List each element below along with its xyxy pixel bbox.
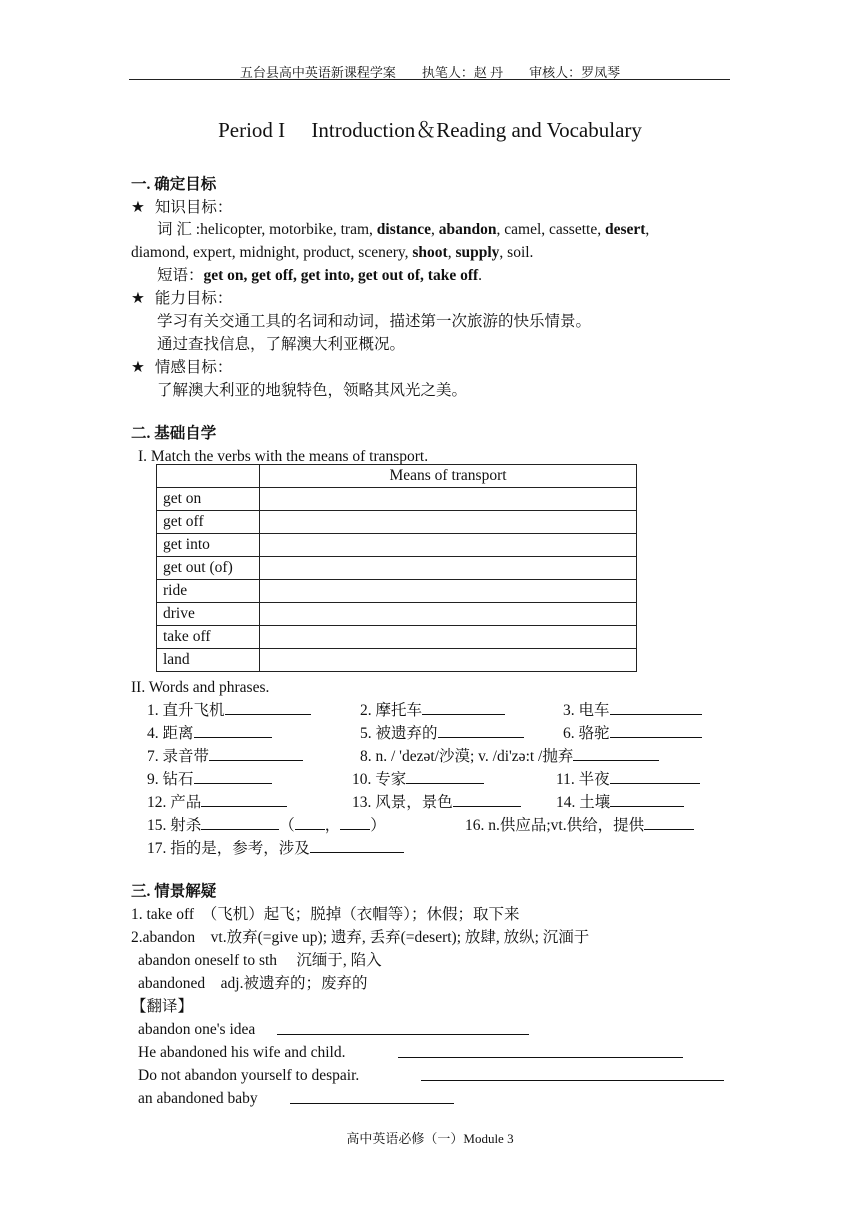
word-prompt: 17. 指的是，参考，涉及 — [147, 840, 310, 857]
verb-cell: land — [157, 649, 260, 672]
phrase-line — [157, 264, 482, 287]
translate-prompt: abandon one's idea — [138, 1021, 256, 1038]
verb-cell: ride — [157, 580, 260, 603]
word-item-11 — [556, 768, 700, 791]
word-item-16 — [465, 814, 694, 837]
section-2-heading: 二. 基础自学 — [131, 425, 217, 442]
answer-blank[interactable] — [310, 838, 404, 853]
vocab-bold-word: distance — [376, 221, 432, 238]
answer-cell[interactable] — [260, 511, 637, 534]
vocab-prefix: 词 汇 : — [157, 221, 201, 238]
answer-blank[interactable] — [194, 723, 272, 738]
table-header-cell: Means of transport — [260, 465, 637, 488]
table-row — [157, 557, 637, 580]
answer-blank[interactable] — [340, 815, 370, 830]
bracket-open: （ — [279, 817, 295, 834]
bracket-close: ） — [370, 817, 386, 834]
phrase-end: . — [478, 267, 483, 284]
word-item-12 — [147, 791, 287, 814]
section-3-heading: 三. 情景解疑 — [131, 883, 217, 900]
phrase-prefix: 短语： — [157, 267, 204, 284]
table-row — [157, 603, 637, 626]
word-prompt: 15. 射杀 — [147, 817, 202, 834]
word-item-1 — [147, 699, 311, 722]
answer-blank[interactable] — [406, 769, 484, 784]
answer-blank[interactable] — [398, 1043, 683, 1058]
answer-blank[interactable] — [453, 792, 521, 807]
comma-separator: ， — [324, 817, 341, 834]
part-2-instruction: II. Words and phrases. — [131, 679, 270, 696]
translate-prompt: Do not abandon yourself to despair. — [138, 1067, 360, 1084]
emotion-goal-text: 情感目标： — [154, 359, 233, 376]
word-prompt: 12. 产品 — [147, 794, 202, 811]
emotion-goal-label — [131, 356, 232, 379]
part-1-instruction: I. Match the verbs with the means of transport. — [138, 448, 429, 465]
word-item-6 — [563, 722, 702, 745]
answer-blank[interactable] — [573, 746, 659, 761]
vocab-bold-word: desert — [604, 221, 646, 238]
word-item-15 — [147, 814, 386, 837]
word-prompt: 5. 被遗弃的 — [360, 725, 438, 742]
answer-blank[interactable] — [610, 723, 702, 738]
answer-cell[interactable] — [260, 488, 637, 511]
translate-item-4 — [138, 1087, 258, 1110]
word-item-17 — [147, 837, 404, 860]
answer-blank[interactable] — [194, 769, 272, 784]
explain-line-4: abandoned adj.被遗弃的；废弃的 — [138, 975, 368, 992]
vocab-line-1 — [157, 218, 649, 241]
word-prompt: 9. 钻石 — [147, 771, 194, 788]
word-prompt: 1. 直升飞机 — [147, 702, 225, 719]
translate-item-2 — [138, 1041, 345, 1064]
answer-blank[interactable] — [277, 1020, 529, 1035]
phrase-list: get on, get off, get into, get out of, take off — [203, 267, 479, 284]
word-prompt: 4. 距离 — [147, 725, 194, 742]
answer-blank[interactable] — [225, 700, 311, 715]
answer-blank[interactable] — [421, 1066, 724, 1081]
ability-line-1: 学习有关交通工具的名词和动词，描述第一次旅游的快乐情景。 — [157, 313, 592, 330]
explain-line-3: abandon oneself to sth 沉缅于, 陷入 — [138, 952, 382, 969]
answer-cell[interactable] — [260, 649, 637, 672]
ability-line-2: 通过查找信息，了解澳大利亚概况。 — [157, 336, 406, 353]
word-prompt: 16. n.供应品;vt.供给，提供 — [465, 817, 645, 834]
answer-blank[interactable] — [610, 792, 684, 807]
vocab-bold-word: abandon — [438, 221, 497, 238]
translate-prompt: an abandoned baby — [138, 1090, 258, 1107]
vocab-text: , camel, cassette, — [496, 221, 605, 238]
word-item-2 — [360, 699, 505, 722]
answer-cell[interactable] — [260, 534, 637, 557]
word-item-3 — [563, 699, 702, 722]
knowledge-goal-label — [131, 196, 232, 219]
word-prompt: 2. 摩托车 — [360, 702, 423, 719]
verb-cell: get out (of) — [157, 557, 260, 580]
vocab-text: , — [447, 244, 456, 261]
section-1-heading: 一. 确定目标 — [131, 176, 217, 193]
word-prompt: 13. 风景，景色 — [352, 794, 453, 811]
answer-cell[interactable] — [260, 603, 637, 626]
word-item-8 — [360, 745, 659, 768]
page-footer: 高中英语必修（一）Module 3 — [346, 1131, 514, 1146]
translate-heading: 【翻译】 — [131, 998, 194, 1015]
answer-blank[interactable] — [290, 1089, 454, 1104]
word-prompt: 11. 半夜 — [556, 771, 610, 788]
word-item-13 — [352, 791, 521, 814]
vocab-text: , — [431, 221, 439, 238]
word-prompt: 10. 专家 — [352, 771, 407, 788]
word-item-9 — [147, 768, 272, 791]
verb-cell: get into — [157, 534, 260, 557]
explain-line-1: 1. take off （飞机）起飞；脱掉（衣帽等）；休假；取下来 — [131, 906, 520, 923]
table-row — [157, 649, 637, 672]
table-row — [157, 580, 637, 603]
vocab-text: , — [645, 221, 650, 238]
word-prompt: 3. 电车 — [563, 702, 610, 719]
knowledge-goal-text: 知识目标： — [154, 199, 233, 216]
word-prompt: 6. 骆驼 — [563, 725, 610, 742]
answer-blank[interactable] — [209, 746, 303, 761]
vocab-text: diamond, expert, midnight, product, scenery, — [131, 244, 413, 261]
answer-cell[interactable] — [260, 580, 637, 603]
word-prompt: 8. n. / 'dezət/沙漠; v. /di'zə:t /抛弃 — [360, 748, 574, 765]
word-item-7 — [147, 745, 303, 768]
verb-cell: take off — [157, 626, 260, 649]
vocab-bold-word: supply — [455, 244, 500, 261]
table-header-row — [157, 465, 637, 488]
answer-blank[interactable] — [295, 815, 325, 830]
emotion-line-1: 了解澳大利亚的地貌特色，领略其风光之美。 — [157, 382, 468, 399]
explain-line-2: 2.abandon vt.放弃(=give up); 遗弃, 丢弃(=desert); 放肆, 放纵; 沉湎于 — [131, 929, 590, 946]
vocab-text: helicopter, motorbike, tram, — [200, 221, 377, 238]
answer-blank[interactable] — [610, 700, 702, 715]
answer-blank[interactable] — [201, 792, 287, 807]
word-prompt: 7. 录音带 — [147, 748, 210, 765]
page-header: 五台县高中英语新课程学案 执笔人：赵 丹 审核人：罗凤琴 — [239, 65, 621, 80]
table-row — [157, 626, 637, 649]
verb-cell: get on — [157, 488, 260, 511]
answer-cell[interactable] — [260, 626, 637, 649]
ability-goal-text: 能力目标： — [154, 290, 233, 307]
header-rule — [129, 79, 730, 80]
answer-blank[interactable] — [201, 815, 279, 830]
vocab-line-2 — [131, 241, 533, 264]
page-title: Period I Introduction＆Reading and Vocabulary — [218, 118, 642, 142]
word-item-10 — [352, 768, 484, 791]
word-item-14 — [556, 791, 684, 814]
answer-blank[interactable] — [610, 769, 700, 784]
word-item-4 — [147, 722, 272, 745]
answer-cell[interactable] — [260, 557, 637, 580]
translate-item-1 — [138, 1018, 255, 1041]
table-row — [157, 488, 637, 511]
verb-cell: get off — [157, 511, 260, 534]
vocab-bold-word: shoot — [412, 244, 448, 261]
ability-goal-label — [131, 287, 232, 310]
word-item-5 — [360, 722, 524, 745]
answer-blank[interactable] — [644, 815, 694, 830]
transport-match-table — [156, 464, 637, 672]
translate-prompt: He abandoned his wife and child. — [138, 1044, 346, 1061]
vocab-text: , soil. — [499, 244, 534, 261]
answer-blank[interactable] — [422, 700, 505, 715]
answer-blank[interactable] — [438, 723, 524, 738]
table-cell — [157, 465, 260, 488]
table-row — [157, 511, 637, 534]
table-row — [157, 534, 637, 557]
translate-item-3 — [138, 1064, 359, 1087]
verb-cell: drive — [157, 603, 260, 626]
word-prompt: 14. 土壤 — [556, 794, 611, 811]
